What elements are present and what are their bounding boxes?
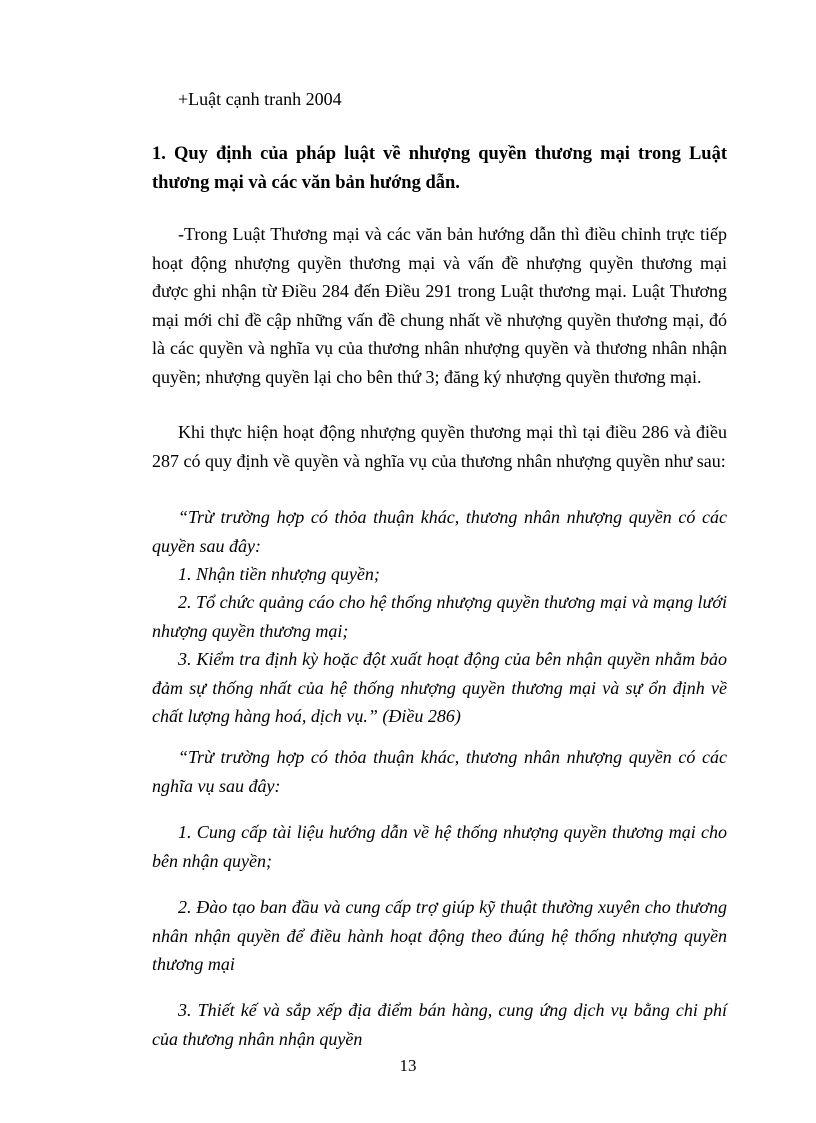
section-heading: 1. Quy định của pháp luật về nhượng quyền thương mại trong Luật thương mại và các văn bản hướng dẫn.: [152, 144, 727, 193]
paragraph-2: Khi thực hiện hoạt động nhượng quyền thương mại thì tại điều 286 và điều 287 có quy định về quyền và nghĩa vụ của thương nhân nhượng quyền như sau:: [152, 422, 727, 471]
quote1-item-3: 3. Kiểm tra định kỳ hoặc đột xuất hoạt động của bên nhận quyền nhằm bảo đảm sự thống nhất của hệ thống nhượng quyền thương mại và sự ổn định về chất lượng hàng hoá, dịch vụ.” (Điều 286): [152, 649, 727, 726]
quote2-intro: “Trừ trường hợp có thỏa thuận khác, thương nhân nhượng quyền có các nghĩa vụ sau đây:: [152, 747, 727, 796]
quote1-intro: “Trừ trường hợp có thỏa thuận khác, thương nhân nhượng quyền có các quyền sau đây:: [152, 507, 727, 556]
quote2-item-1: 1. Cung cấp tài liệu hướng dẫn về hệ thống nhượng quyền thương mại cho bên nhận quyền;: [152, 822, 727, 871]
intro-line: +Luật cạnh tranh 2004: [178, 89, 342, 109]
quote1-item-1: 1. Nhận tiền nhượng quyền;: [178, 564, 380, 584]
quote2-item-3: 3. Thiết kế và sắp xếp địa điểm bán hàng, cung ứng dịch vụ bằng chi phí của thương nhân nhận quyền: [152, 1000, 727, 1049]
page-number: 13: [399, 1056, 417, 1075]
paragraph-1: -Trong Luật Thương mại và các văn bản hướng dẫn thì điều chỉnh trực tiếp hoạt động nhượng quyền thương mại và vấn đề nhượng quyền thương mại được ghi nhận từ Điều 284 đến Điều 291 trong Luật thương mại. Luật Thương mại mới chỉ đề cập những vấn đề chung nhất về nhượng quyền thương mại, đó là các quyền và nghĩa vụ của thương nhân nhượng quyền và thương nhân nhận quyền; nhượng quyền lại cho bên thứ 3; đăng ký nhượng quyền thương mại.: [152, 224, 727, 387]
quote2-item-2: 2. Đào tạo ban đầu và cung cấp trợ giúp kỹ thuật thường xuyên cho thương nhân nhận quyền để điều hành hoạt động theo đúng hệ thống nhượng quyền thương mại: [152, 897, 727, 974]
quote1-item-2: 2. Tổ chức quảng cáo cho hệ thống nhượng quyền thương mại và mạng lưới nhượng quyền thương mại;: [152, 592, 727, 641]
